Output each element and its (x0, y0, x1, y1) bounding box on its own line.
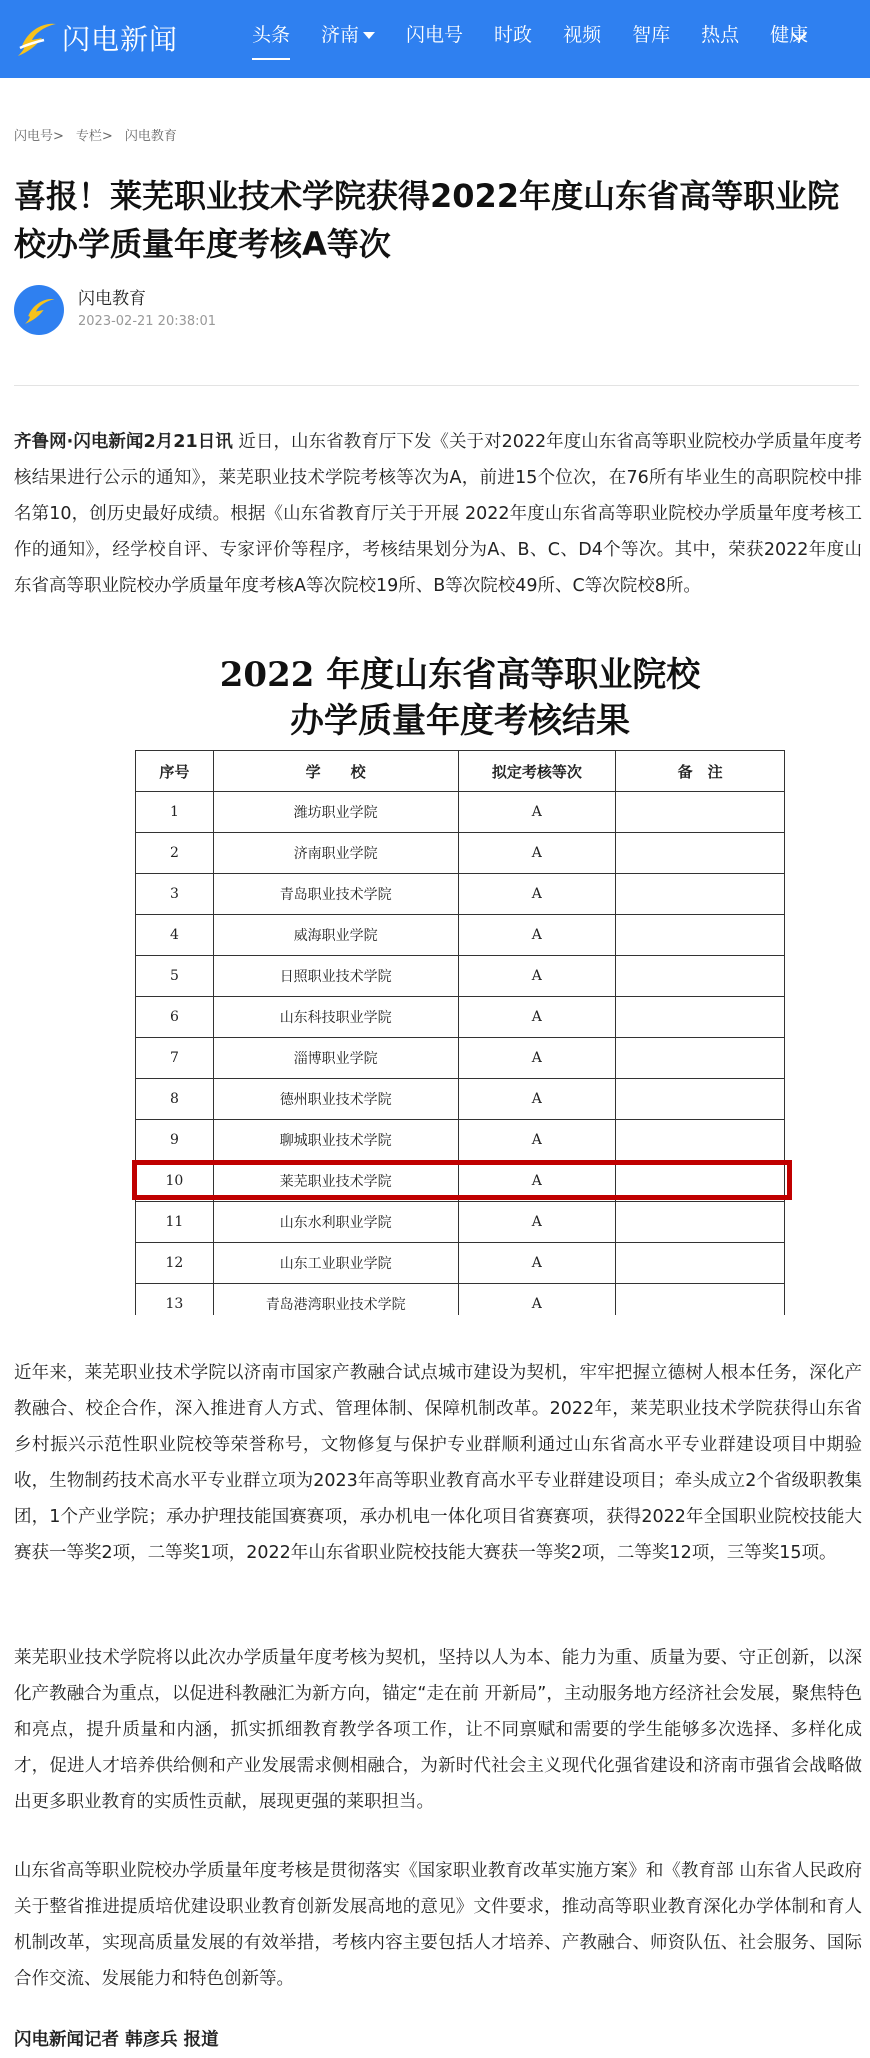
table-row (136, 833, 785, 874)
cell-remark (616, 874, 785, 915)
cell-school: 聊城职业技术学院 (213, 1120, 458, 1161)
cell-no: 11 (136, 1202, 214, 1243)
cell-grade: A (458, 1243, 616, 1284)
lead-source: 齐鲁网·闪电新闻2月21日讯 (14, 432, 233, 452)
table-row (136, 956, 785, 997)
chevron-down-icon[interactable] (790, 28, 808, 46)
breadcrumb-shandianhao[interactable]: 闪电号> (14, 129, 64, 144)
cell-grade: A (458, 956, 616, 997)
nav-item-shandianhao[interactable]: 闪电号 (406, 24, 464, 46)
highlight-box (132, 1160, 792, 1200)
col-header-grade: 拟定考核等次 (458, 751, 616, 792)
article-paragraph-4: 山东省高等职业院校办学质量年度考核是贯彻落实《国家职业教育改革实施方案》和《教育部 山东省人民政府关于整省推进提质培优建设职业教育创新发展高地的意见》文件要求，推动高等职业教育深化办学体制和育人机制改革，实现高质量发展的有效举措，考核内容主要包括人才培养、产教融合、师资队伍、社会服务、国际合作交流、发展能力和特色创新等。 (14, 1861, 862, 1989)
main-nav (252, 0, 839, 78)
col-header-no: 序号 (136, 751, 214, 792)
breadcrumb-column[interactable]: 专栏> (75, 129, 113, 144)
site-logo[interactable] (14, 14, 178, 62)
cell-school: 青岛职业技术学院 (213, 874, 458, 915)
cell-remark (616, 792, 785, 833)
cell-grade: A (458, 915, 616, 956)
cell-remark (616, 1079, 785, 1120)
byline: 闪电新闻记者 韩彦兵 报道 (14, 2030, 219, 2050)
cell-grade: A (458, 1120, 616, 1161)
cell-school: 潍坊职业学院 (213, 792, 458, 833)
article-title: 喜报！莱芜职业技术学院获得2022年度山东省高等职业院校办学质量年度考核A等次 (14, 177, 840, 263)
cell-school: 日照职业技术学院 (213, 956, 458, 997)
cell-remark (616, 915, 785, 956)
cell-grade: A (458, 1202, 616, 1243)
table-row (136, 997, 785, 1038)
cell-grade: A (458, 1284, 616, 1325)
results-table (135, 750, 785, 1325)
table-row (136, 874, 785, 915)
divider (14, 385, 859, 386)
cell-no: 12 (136, 1243, 214, 1284)
cell-no: 3 (136, 874, 214, 915)
lightning-logo-icon (14, 16, 58, 60)
table-row (136, 792, 785, 833)
cell-remark (616, 1202, 785, 1243)
brand-name: 闪电新闻 (62, 23, 179, 56)
cell-grade: A (458, 1161, 616, 1202)
article-paragraph-1: 齐鲁网·闪电新闻2月21日讯 近日，山东省教育厅下发《关于对2022年度山东省高等职业院校办学质量年度考核结果进行公示的通知》，莱芜职业技术学院考核等次为A，前进15个位次，在76所有毕业生的高职院校中排名第10，创历史最好成绩。根据《山东省教育厅关于开展 2022年度山东省高等职业院校办学质量年度考核工作的通知》，经学校自评、专家评价等程序，考核结果划分为A、B、C、D4个等次。其中，荣获2022年度山东省高等职业院校办学质量年度考核A等次院校19所、B等次院校49所、C等次院校8所。 (14, 432, 862, 596)
cell-school: 青岛港湾职业技术学院 (213, 1284, 458, 1325)
cell-grade: A (458, 792, 616, 833)
author-name[interactable]: 闪电教育 (78, 289, 146, 309)
figure-title-line-2: 办学质量年度考核结果 (290, 701, 630, 741)
results-figure (125, 635, 795, 1325)
nav-item-jinan[interactable]: 济南 (321, 0, 375, 78)
breadcrumb-education[interactable]: 闪电教育 (124, 129, 177, 144)
cell-grade: A (458, 874, 616, 915)
cell-school: 山东科技职业学院 (213, 997, 458, 1038)
breadcrumb (14, 125, 189, 144)
cell-grade: A (458, 1079, 616, 1120)
cell-remark (616, 833, 785, 874)
cell-no: 5 (136, 956, 214, 997)
cell-remark (616, 997, 785, 1038)
avatar[interactable] (14, 285, 64, 335)
publish-time: 2023-02-21 20:38:01 (78, 314, 217, 329)
col-header-remark: 备 注 (616, 751, 785, 792)
article-paragraph-2: 近年来，莱芜职业技术学院以济南市国家产教融合试点城市建设为契机，牢牢把握立德树人根本任务，深化产教融合、校企合作，深入推进育人方式、管理体制、保障机制改革。2022年，莱芜职业技术学院获得山东省乡村振兴示范性职业院校等荣誉称号，文物修复与保护专业群顺利通过山东省高水平专业群建设项目中期验收，生物制药技术高水平专业群立项为2023年高等职业教育高水平专业群建设项目；牵头成立2个省级职教集团，1个产业学院；承办护理技能国赛赛项，承办机电一体化项目省赛赛项，获得2022年全国职业院校技能大赛获一等奖2项，二等奖1项，2022年山东省职业院校技能大赛获一等奖2项，二等奖12项，三等奖15项。 (14, 1363, 862, 1563)
lightning-logo-icon (22, 293, 56, 327)
table-row (136, 1120, 785, 1161)
cell-school: 淄博职业学院 (213, 1038, 458, 1079)
nav-item-video[interactable]: 视频 (563, 24, 602, 46)
figure-title-line-1: 2022 年度山东省高等职业院校 (219, 655, 701, 695)
cell-no: 2 (136, 833, 214, 874)
nav-item-hot[interactable]: 热点 (701, 24, 740, 46)
cell-school: 山东水利职业学院 (213, 1202, 458, 1243)
table-row (136, 1079, 785, 1120)
cell-no: 8 (136, 1079, 214, 1120)
cell-grade: A (458, 833, 616, 874)
cell-no: 1 (136, 792, 214, 833)
nav-item-think-tank[interactable]: 智库 (632, 24, 671, 46)
cell-no: 6 (136, 997, 214, 1038)
cell-no: 9 (136, 1120, 214, 1161)
cell-grade: A (458, 997, 616, 1038)
cell-no: 7 (136, 1038, 214, 1079)
cell-remark (616, 1243, 785, 1284)
cell-school: 济南职业学院 (213, 833, 458, 874)
cell-no: 4 (136, 915, 214, 956)
cell-school: 德州职业技术学院 (213, 1079, 458, 1120)
cell-school: 山东工业职业学院 (213, 1243, 458, 1284)
cell-remark (616, 1038, 785, 1079)
col-header-school: 学 校 (213, 751, 458, 792)
cell-no: 13 (136, 1284, 214, 1325)
table-row (136, 1243, 785, 1284)
cell-remark (616, 1120, 785, 1161)
table-row (136, 1038, 785, 1079)
author-block (14, 285, 216, 335)
article-paragraph-3: 莱芜职业技术学院将以此次办学质量年度考核为契机，坚持以人为本、能力为重、质量为要、守正创新，以深化产教融合为重点，以促进科教融汇为新方向，锚定“走在前 开新局”，主动服务地方经济社会发展，聚焦特色和亮点，提升质量和内涵，抓实抓细教育教学各项工作，让不同禀赋和需要的学生能够多次选择、多样化成才，促进人才培养供给侧和产业发展需求侧相融合，为新时代社会主义现代化强省建设和济南市强省会战略做出更多职业教育的实质性贡献，展现更强的莱职担当。 (14, 1648, 862, 1812)
cell-school: 威海职业学院 (213, 915, 458, 956)
nav-item-health[interactable]: 健康 (770, 24, 809, 46)
table-row (136, 915, 785, 956)
chevron-down-icon (363, 32, 375, 39)
nav-item-headline[interactable]: 头条 (252, 0, 290, 78)
cell-school: 莱芜职业技术学院 (213, 1161, 458, 1202)
cell-no: 10 (136, 1161, 214, 1202)
top-nav-bar (0, 0, 870, 78)
cell-grade: A (458, 1038, 616, 1079)
table-row (136, 1202, 785, 1243)
cell-remark (616, 956, 785, 997)
nav-item-politics[interactable]: 时政 (494, 24, 533, 46)
